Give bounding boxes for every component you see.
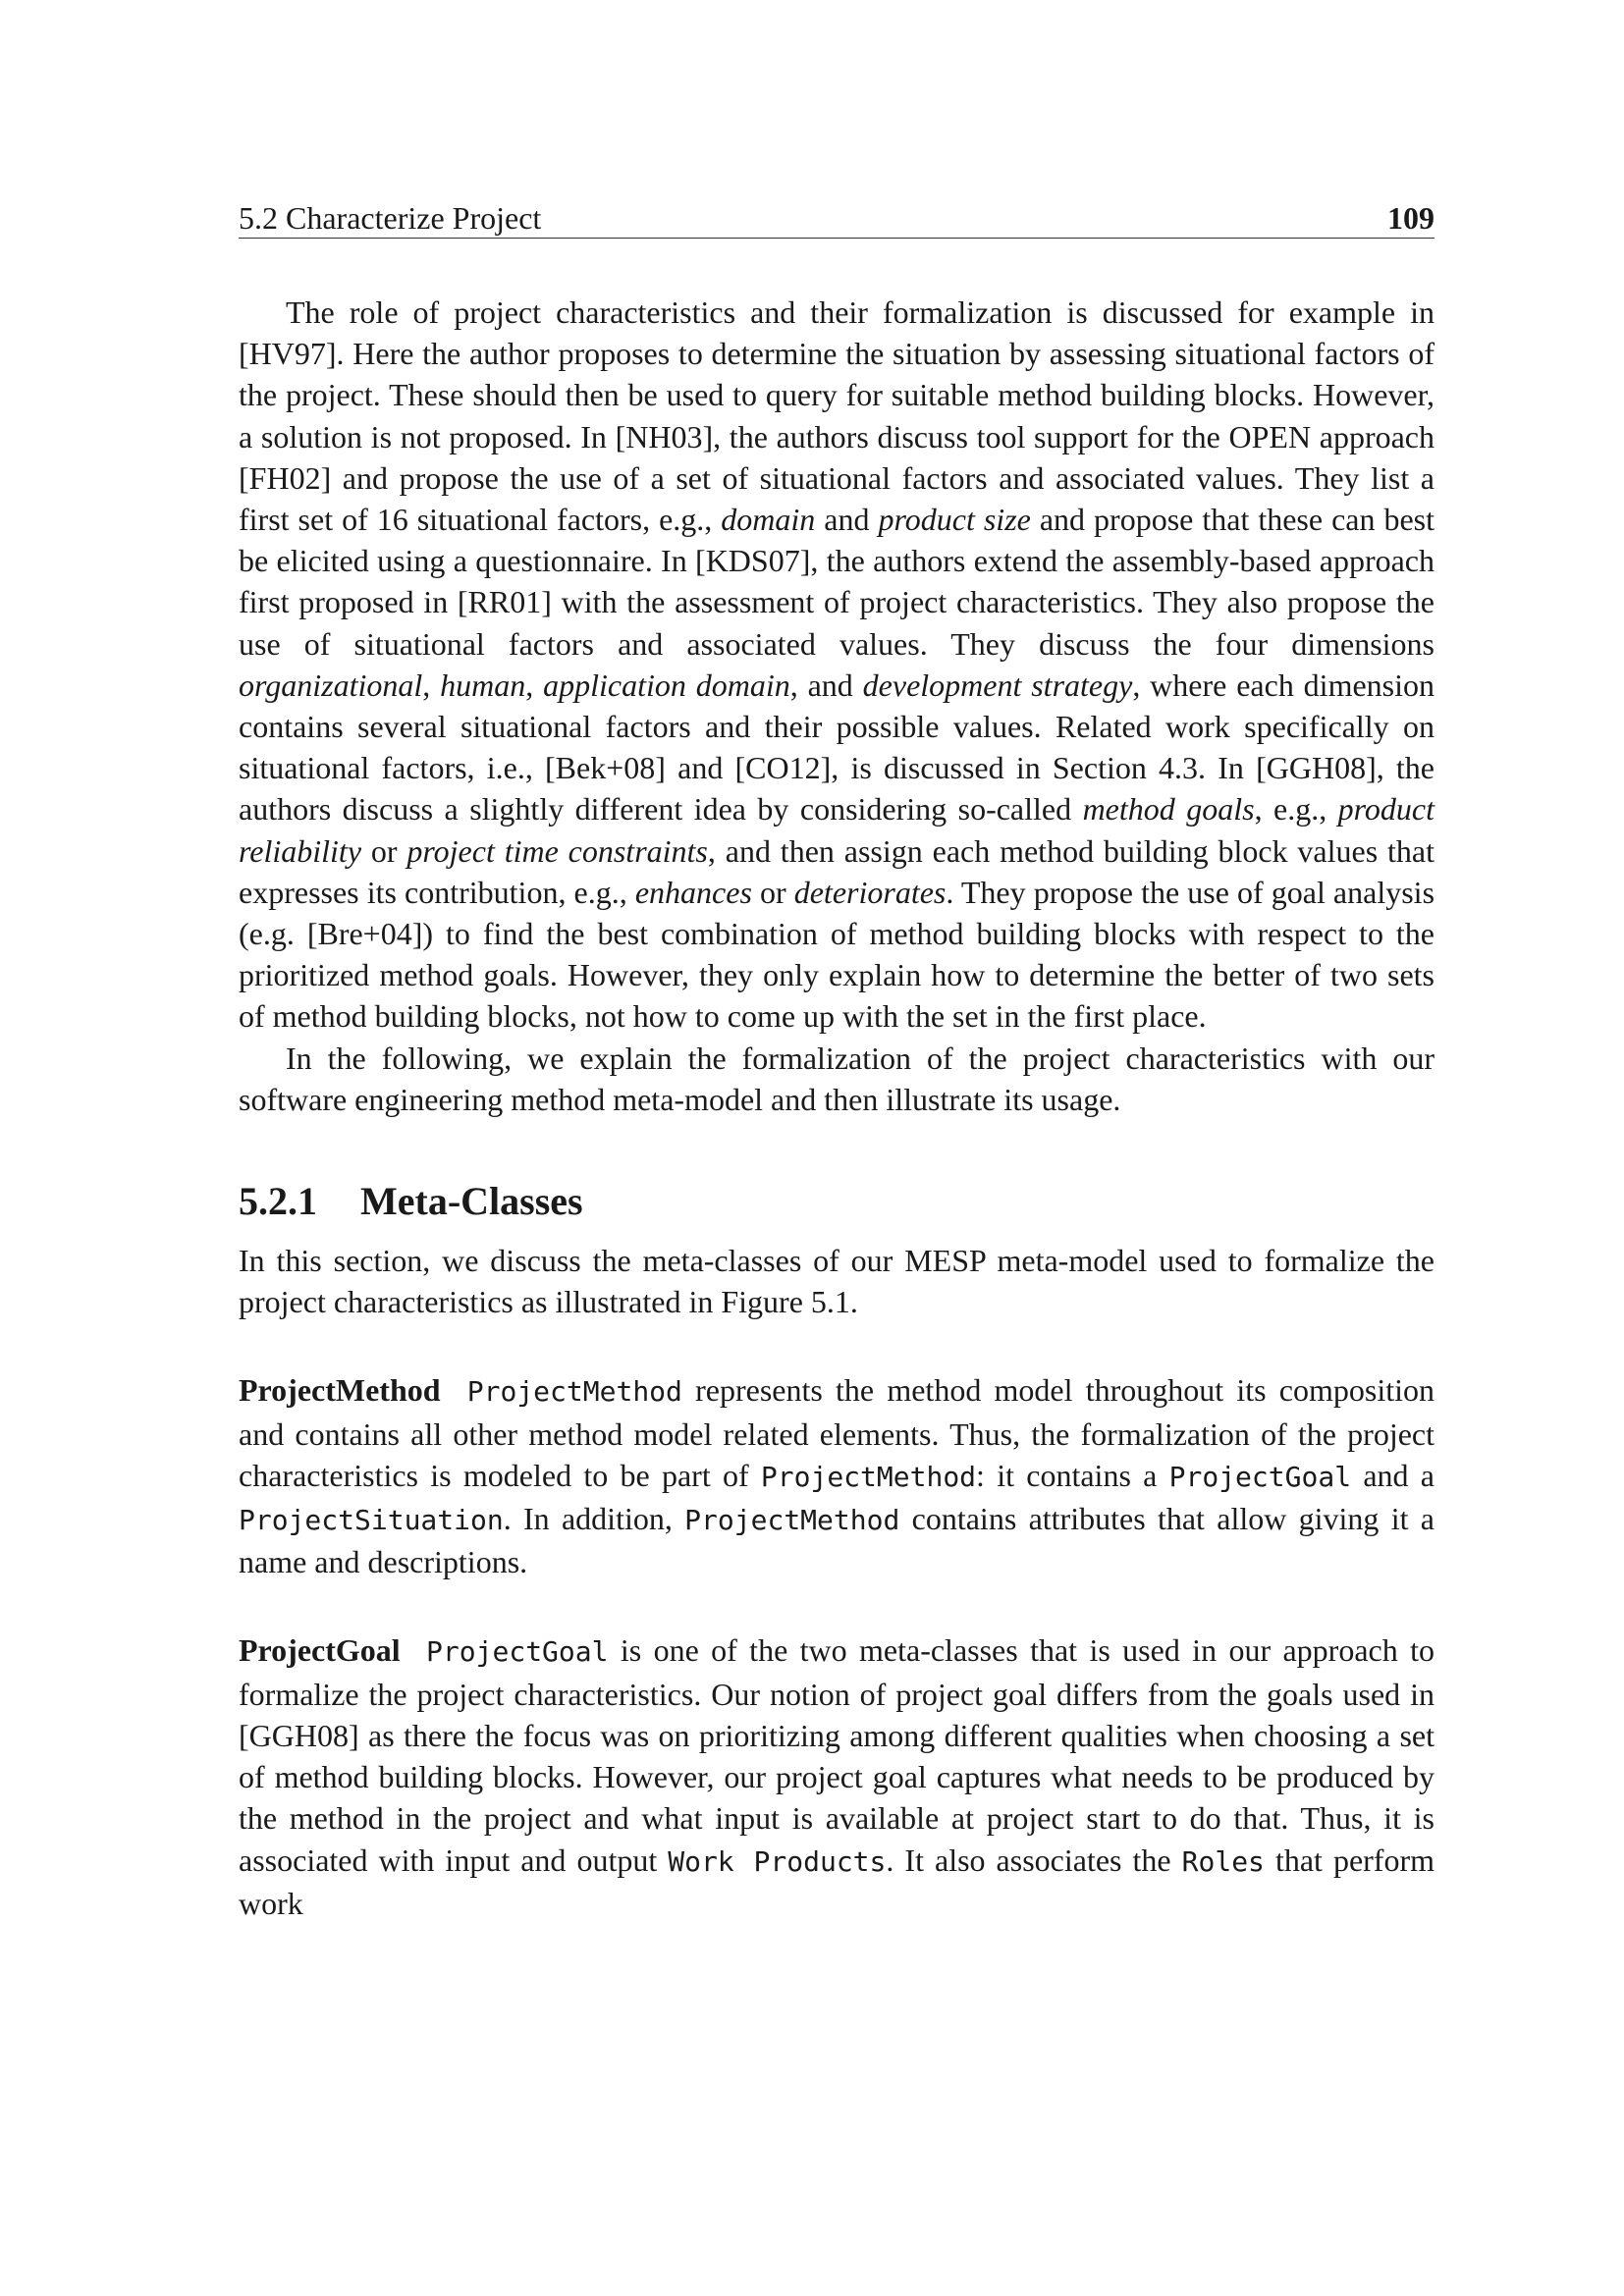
paragraph-project-goal: ProjectGoal ProjectGoal is one of the two meta-classes that is used in our approach to formalize the project characteristics. Our notion of project goal differs from the goals used in [GGH08] as there the focus was on prioritizing among different qualities when choosing a set of method building blocks. However, our project goal captures what needs to be produced by the method in the project and what input is available at project start to do that. Thus, it is associated with input and output Work Products. It also associates the Roles that perform work	[239, 1632, 1435, 1921]
subsection-title: Meta-Classes	[360, 1179, 583, 1224]
paragraph-following: In the following, we explain the formalization of the project characteristics with our software engineering method meta-model and then illustrate its usage.	[239, 1040, 1435, 1117]
subsection-number: 5.2.1	[239, 1179, 317, 1224]
paragraph-related-work: The role of project characteristics and their formalization is discussed for example in [HV97]. Here the author proposes to determine the situation by assessing situational factors of the project. These should then be used to query for suitable method building blocks. However, a solution is not proposed. In [NH03], the authors discuss tool support for the OPEN approach [FH02] and propose the use of a set of situational factors and associated values. They list a first set of 16 situational factors, e.g., domain and product size and propose that these can best be elicited using a questionnaire. In [KDS07], the authors extend the assembly-based approach first proposed in [RR01] with the assessment of project characteristics. They also propose the use of situational factors and associated values. They discuss the four dimensions organizational, human, application domain, and development strategy, where each dimension contains several situational factors and their possible values. Related work specifically on situational factors, i.e., [Bek+08] and [CO12], is discussed in Section 4.3. In [GGH08], the authors discuss a slightly different idea by considering so-called method goals, e.g., product reliability or project time constraints, and then assign each method building block values that expresses its contribution, e.g., enhances or deteriorates. They propose the use of goal analysis (e.g. [Bre+04]) to find the best combination of method building blocks with respect to the prioritized method goals. However, they only explain how to determine the better of two sets of method building blocks, not how to come up with the set in the first place.	[239, 294, 1435, 1035]
subsection-heading	[239, 1177, 1435, 1226]
running-header-section: 5.2 Characterize Project	[239, 200, 542, 236]
page-number: 109	[1387, 200, 1435, 236]
paragraph-title-project-method: ProjectMethod	[239, 1372, 441, 1409]
body-text	[239, 292, 1435, 1924]
paragraph-meta-classes-intro: In this section, we discuss the meta-classes of our MESP meta-model used to formalize the project characteristics as illustrated in Figure 5.1.	[239, 1243, 1435, 1320]
running-header	[239, 198, 1435, 239]
paragraph-project-method: ProjectMethod ProjectMethod represents the method model throughout its composition and contains all other method model related elements. Thus, the formalization of the project characteristics is modeled to be part of ProjectMethod: it contains a ProjectGoal and a ProjectSituation. In addition, ProjectMethod contains attributes that allow giving it a name and descriptions.	[239, 1372, 1435, 1580]
paragraph-title-project-goal: ProjectGoal	[239, 1632, 401, 1669]
